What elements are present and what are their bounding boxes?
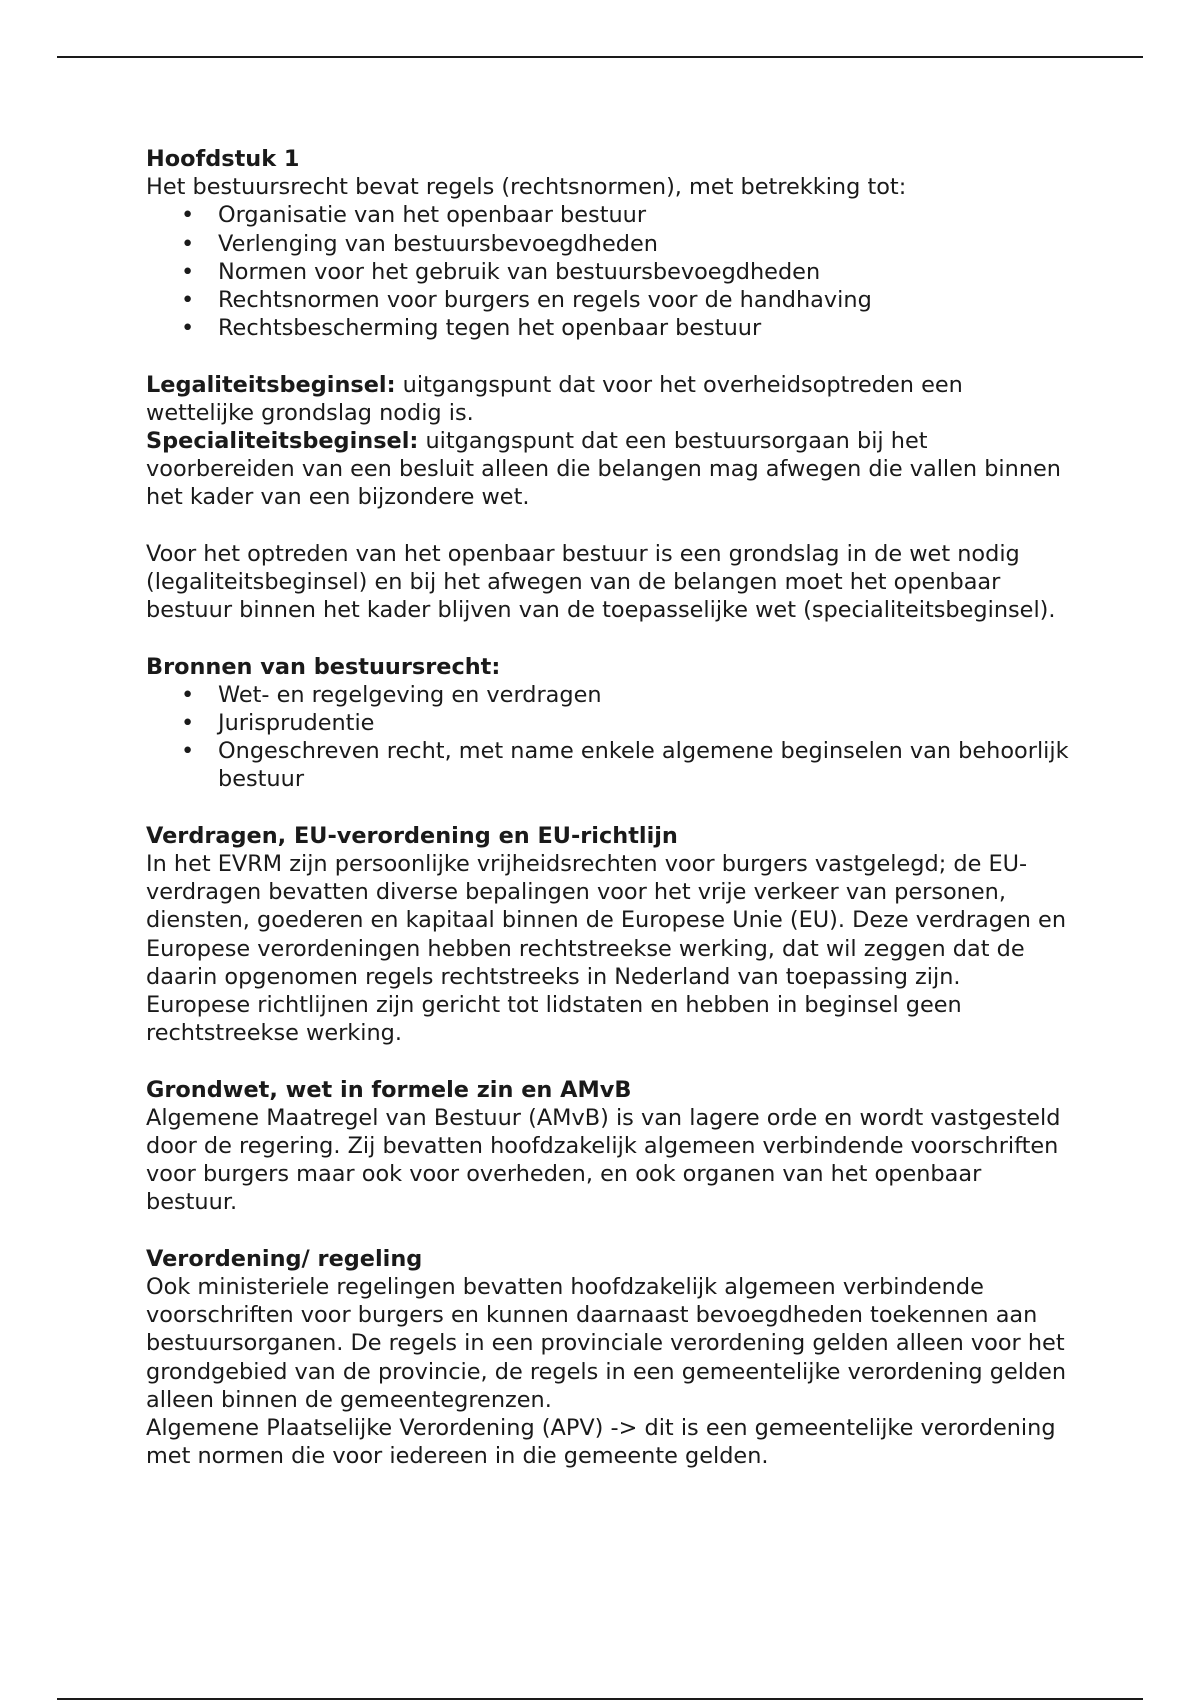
list-item: • Rechtsbescherming tegen het openbaar bestuur	[146, 314, 1076, 342]
spacer	[146, 342, 1076, 370]
definition-legaliteit	[146, 371, 1076, 427]
definition-term: Legaliteitsbeginsel:	[146, 371, 396, 398]
definition-text: uitgangspunt dat voor het overheidsoptreden een wettelijke grondslag nodig is.	[146, 371, 963, 426]
section-heading-verdragen: Verdragen, EU-verordening en EU-richtlijn	[146, 822, 678, 849]
list-item: • Organisatie van het openbaar bestuur	[146, 201, 1076, 229]
list-item: • Normen voor het gebruik van bestuursbevoegdheden	[146, 258, 1076, 286]
list-item: • Wet- en regelgeving en verdragen	[146, 681, 1076, 709]
list-item: • Rechtsnormen voor burgers en regels voor de handhaving	[146, 286, 1076, 314]
spacer	[146, 512, 1076, 540]
section-paragraph: Algemene Maatregel van Bestuur (AMvB) is van lagere orde en wordt vastgesteld door de regering. Zij bevatten hoofdzakelijk algemeen verbindende voorschriften voor burgers maar ook voor overheden, en ook organen van het openbaar bestuur.	[146, 1104, 1061, 1216]
section-paragraph: In het EVRM zijn persoonlijke vrijheidsrechten voor burgers vastgelegd; de EU-verdragen bevatten diverse bepalingen voor het vrije verkeer van personen, diensten, goederen en kapitaal binnen de Europese Unie (EU). Deze verdragen en Europese verordeningen hebben rechtstreekse werking, dat wil zeggen dat de daarin opgenomen regels rechtstreeks in Nederland van toepassing zijn.	[146, 851, 1067, 990]
list-item: • Verlenging van bestuursbevoegdheden	[146, 230, 1076, 258]
spacer	[146, 1047, 1076, 1075]
section-paragraph: Ook ministeriele regelingen bevatten hoofdzakelijk algemeen verbindende voorschriften voor burgers en kunnen daarnaast bevoegdheden toekennen aan bestuursorganen. De regels in een provinciale verordening gelden alleen voor het grondgebied van de provincie, de regels in een gemeentelijke verordening gelden alleen binnen de gemeentegrenzen.	[146, 1274, 1067, 1413]
list-item: • Ongeschreven recht, met name enkele algemene beginselen van behoorlijk bestuur	[146, 737, 1076, 793]
section-paragraph: Algemene Plaatselijke Verordening (APV) -> dit is een gemeentelijke verordening met normen die voor iedereen in die gemeente gelden.	[146, 1415, 1056, 1470]
chapter-title: Hoofdstuk 1	[146, 146, 300, 172]
section-paragraph: Europese richtlijnen zijn gericht tot lidstaten en hebben in beginsel geen rechtstreekse werking.	[146, 992, 962, 1047]
summary-paragraph: Voor het optreden van het openbaar bestuur is een grondslag in de wet nodig (legaliteitsbeginsel) en bij het afwegen van de belangen moet het openbaar bestuur binnen het kader blijven van de toepasselijke wet (specialiteitsbeginsel).	[146, 540, 1056, 624]
spacer	[146, 1217, 1076, 1245]
chapter-bullet-list	[146, 201, 1076, 342]
definition-text: uitgangspunt dat een bestuursorgaan bij het voorbereiden van een besluit alleen die belangen mag afwegen die vallen binnen het kader van een bijzondere wet.	[146, 428, 1061, 511]
sources-bullet-list	[146, 681, 1076, 794]
definition-specialiteit	[146, 427, 1076, 512]
definition-term: Specialiteitsbeginsel:	[146, 428, 419, 455]
section-heading-verordening: Verordening/ regeling	[146, 1245, 423, 1272]
chapter-intro: Het bestuursrecht bevat regels (rechtsnormen), met betrekking tot:	[146, 174, 907, 201]
header-rule	[57, 56, 1143, 58]
sources-heading: Bronnen van bestuursrecht:	[146, 653, 501, 680]
spacer	[146, 794, 1076, 822]
document-body	[146, 145, 1076, 1470]
spacer	[146, 624, 1076, 652]
section-heading-grondwet: Grondwet, wet in formele zin en AMvB	[146, 1076, 632, 1103]
list-item: • Jurisprudentie	[146, 709, 1076, 737]
